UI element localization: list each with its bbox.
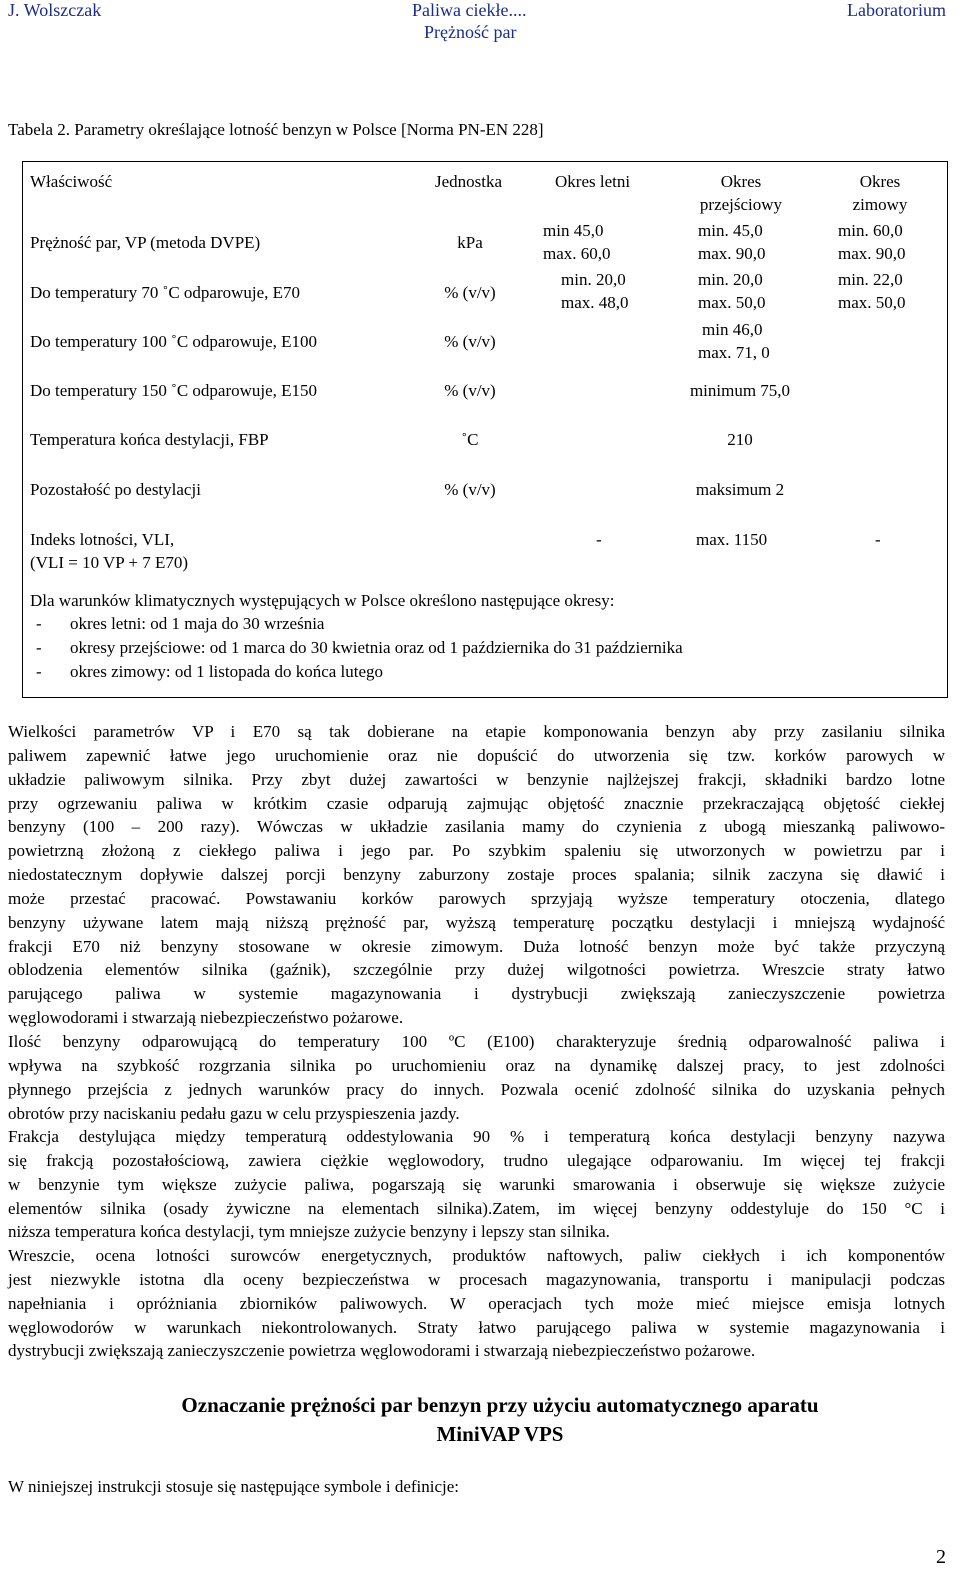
col-header-winter: Okres bbox=[859, 172, 901, 191]
row-fbp-unit: ˚C bbox=[461, 430, 479, 449]
col-header-transition-2: przejściowy bbox=[699, 195, 783, 214]
header-author: J. Wolszczak bbox=[8, 0, 102, 20]
notes-item-summer: okres letni: od 1 maja do 30 września bbox=[70, 614, 325, 633]
notes-item-winter: okres zimowy: od 1 listopada do końca lutego bbox=[70, 662, 384, 681]
header-subtopic: Prężność par bbox=[424, 22, 517, 42]
row-vp-transition-min: min. 45,0 bbox=[698, 221, 763, 240]
header-topic: Paliwa ciekłe.... bbox=[412, 0, 527, 20]
paragraph-e100: Ilość benzyny odparowującą do temperatury 100 ºC (E100) charakteryzuje średnią odparowalność paliwa i wpływa na szybkość rozgrzania silnika po uruchomieniu oraz na dynamikę dalszej pracy, to jest zdolności płynnego przejścia z jednych warunków pracy do innych. Pozwala ocenić zdolność silnika do uzyskania pełnych obrotów przy naciskaniu pedału gazu w celu przyspieszenia jazdy. bbox=[8, 1032, 945, 1123]
row-e150-unit: % (v/v) bbox=[444, 381, 496, 400]
row-residue-property: Pozostałość po destylacji bbox=[30, 480, 201, 499]
row-residue-value: maksimum 2 bbox=[695, 480, 785, 499]
row-e70-winter-min: min. 22,0 bbox=[838, 270, 903, 289]
row-vli-summer: - bbox=[596, 530, 602, 549]
section-title-device: MiniVAP VPS bbox=[436, 1422, 564, 1446]
row-vp-property: Prężność par, VP (metoda DVPE) bbox=[30, 233, 261, 252]
paragraph-safety: Wreszcie, ocena lotności surowców energetycznych, produktów naftowych, paliw ciekłych i ich komponentów jest niezwykle istotna dla oceny bezpieczeństwa w procesach magazynowania, transportu i manipulacji podczas napełniania i opróżniania zbiorników paliwowych. W operacjach tych może mieć miejsce emisja lotnych węglowodorów w warunkach niekontrolowanych. Straty łatwo parującego paliwa w systemie magazynowania i dystrybucji zwiększają zanieczyszczenie powietrza węglowodorami i stwarzają niebezpieczeństwo pożarowe. bbox=[8, 1246, 945, 1361]
row-vli-formula: (VLI = 10 VP + 7 E70) bbox=[30, 553, 188, 572]
notes-bullet: - bbox=[36, 638, 42, 657]
header-lab: Laboratorium bbox=[847, 0, 946, 20]
row-vp-summer-min: min 45,0 bbox=[543, 221, 604, 240]
notes-item-transition: okresy przejściowe: od 1 marca do 30 kwietnia oraz od 1 października do 31 października bbox=[70, 638, 683, 657]
section-intro: W niniejszej instrukcji stosuje się następujące symbole i definicje: bbox=[8, 1477, 460, 1496]
paragraph-residue-fraction: Frakcja destylująca między temperaturą oddestylowania 90 % i temperaturą końca destylacji benzyny nazywa się frakcją pozostałościową, zawiera ciężkie węglowodory, trudno ulegające odparowaniu. Im więcej tej frakcji w benzynie tym większe zużycie paliwa, pogarszają się warunki smarowania i obserwuje się większe zużycie elementów silnika (osady żywiczne na elementach silnika).Zatem, im więcej benzyny oddestyluje do 150 °C i niższa temperatura końca destylacji, tym mniejsze zużycie benzyny i lepszy stan silnika. bbox=[8, 1127, 945, 1242]
row-vp-transition-max: max. 90,0 bbox=[698, 244, 766, 263]
col-header-winter-2: zimowy bbox=[852, 195, 908, 214]
row-residue-unit: % (v/v) bbox=[444, 480, 496, 499]
notes-bullet: - bbox=[36, 614, 42, 633]
row-e100-transition-min: min 46,0 bbox=[702, 320, 763, 339]
row-e100-transition-max: max. 71, 0 bbox=[698, 343, 770, 362]
row-vli-winter: - bbox=[875, 530, 881, 549]
row-e150-property: Do temperatury 150 ˚C odparowuje, E150 bbox=[30, 381, 318, 400]
col-header-unit: Jednostka bbox=[435, 172, 503, 191]
table-caption: Tabela 2. Parametry określające lotność benzyn w Polsce [Norma PN-EN 228] bbox=[8, 120, 544, 139]
row-e150-value: minimum 75,0 bbox=[689, 381, 791, 400]
paragraph-vp-e70: Wielkości parametrów VP i E70 są tak dobierane na etapie komponowania benzyn aby przy zasilaniu silnika paliwem zapewnić łatwe jego uruchomienie oraz nie dopuścić do utworzenia się tzw. korków parowych w układzie paliwowym silnika. Przy zbyt dużej zawartości w benzynie najlżejszej frakcji, składniki bardzo lotne przy ogrzewaniu paliwa w krótkim czasie odparują zajmując objętość znacznie przekraczającą objętość ciekłej benzyny (100 – 200 razy). Wówczas w układzie zasilania mamy do czynienia z ubogą mieszanką paliwowo- powietrzną złożoną z ciekłego paliwa i jego par. Po szybkim spaleniu się utworzonych w powietrzu par i niedostatecznym dopływie dalszej porcji benzyny zaburzony zostaje proces spalania; silnik zaczyna się dławić i może przestać pracować. Powstawaniu korków parowych sprzyjają wyższe temperatury otoczenia, dlatego benzyny używane latem mają niższą prężność par, wyższą temperaturę początku destylacji i mniejszą wydajność frakcji E70 niż benzyny stosowane w okresie zimowym. Duża lotność benzyn może być także przyczyną oblodzenia elementów silnika (gaźnik), szczególnie przy dużej wilgotności powietrza. Wreszcie straty łatwo parującego paliwa w systemie magazynowania i dystrybucji zwiększają zanieczyszczenie powietrza węglowodorami i stwarzają niebezpieczeństwo pożarowe. bbox=[8, 722, 945, 1028]
col-header-summer: Okres letni bbox=[555, 172, 631, 191]
row-vp-winter-min: min. 60,0 bbox=[838, 221, 903, 240]
row-e70-transition-min: min. 20,0 bbox=[698, 270, 763, 289]
row-e100-property: Do temperatury 100 ˚C odparowuje, E100 bbox=[30, 332, 318, 351]
row-e70-summer-min: min. 20,0 bbox=[561, 270, 626, 289]
notes-bullet: - bbox=[36, 662, 42, 681]
row-vp-winter-max: max. 90,0 bbox=[838, 244, 906, 263]
row-vli-transition: max. 1150 bbox=[696, 530, 768, 549]
row-vli-property: Indeks lotności, VLI, bbox=[30, 530, 175, 549]
row-fbp-property: Temperatura końca destylacji, FBP bbox=[30, 430, 269, 449]
row-fbp-value: 210 bbox=[727, 430, 753, 449]
row-e70-property: Do temperatury 70 ˚C odparowuje, E70 bbox=[30, 283, 301, 302]
notes-intro: Dla warunków klimatycznych występujących w Polsce określono następujące okresy: bbox=[30, 591, 615, 610]
row-e70-winter-max: max. 50,0 bbox=[838, 293, 906, 312]
row-vp-summer-max: max. 60,0 bbox=[543, 244, 611, 263]
col-header-property: Właściwość bbox=[30, 172, 113, 191]
row-e70-summer-max: max. 48,0 bbox=[561, 293, 629, 312]
row-vp-unit: kPa bbox=[457, 233, 483, 252]
section-title: Oznaczanie prężności par benzyn przy użyciu automatycznego aparatu bbox=[181, 1393, 819, 1417]
row-e100-unit: % (v/v) bbox=[444, 332, 496, 351]
row-e70-unit: % (v/v) bbox=[444, 283, 496, 302]
row-e70-transition-max: max. 50,0 bbox=[698, 293, 766, 312]
page-number: 2 bbox=[936, 1546, 946, 1568]
col-header-transition: Okres bbox=[720, 172, 762, 191]
